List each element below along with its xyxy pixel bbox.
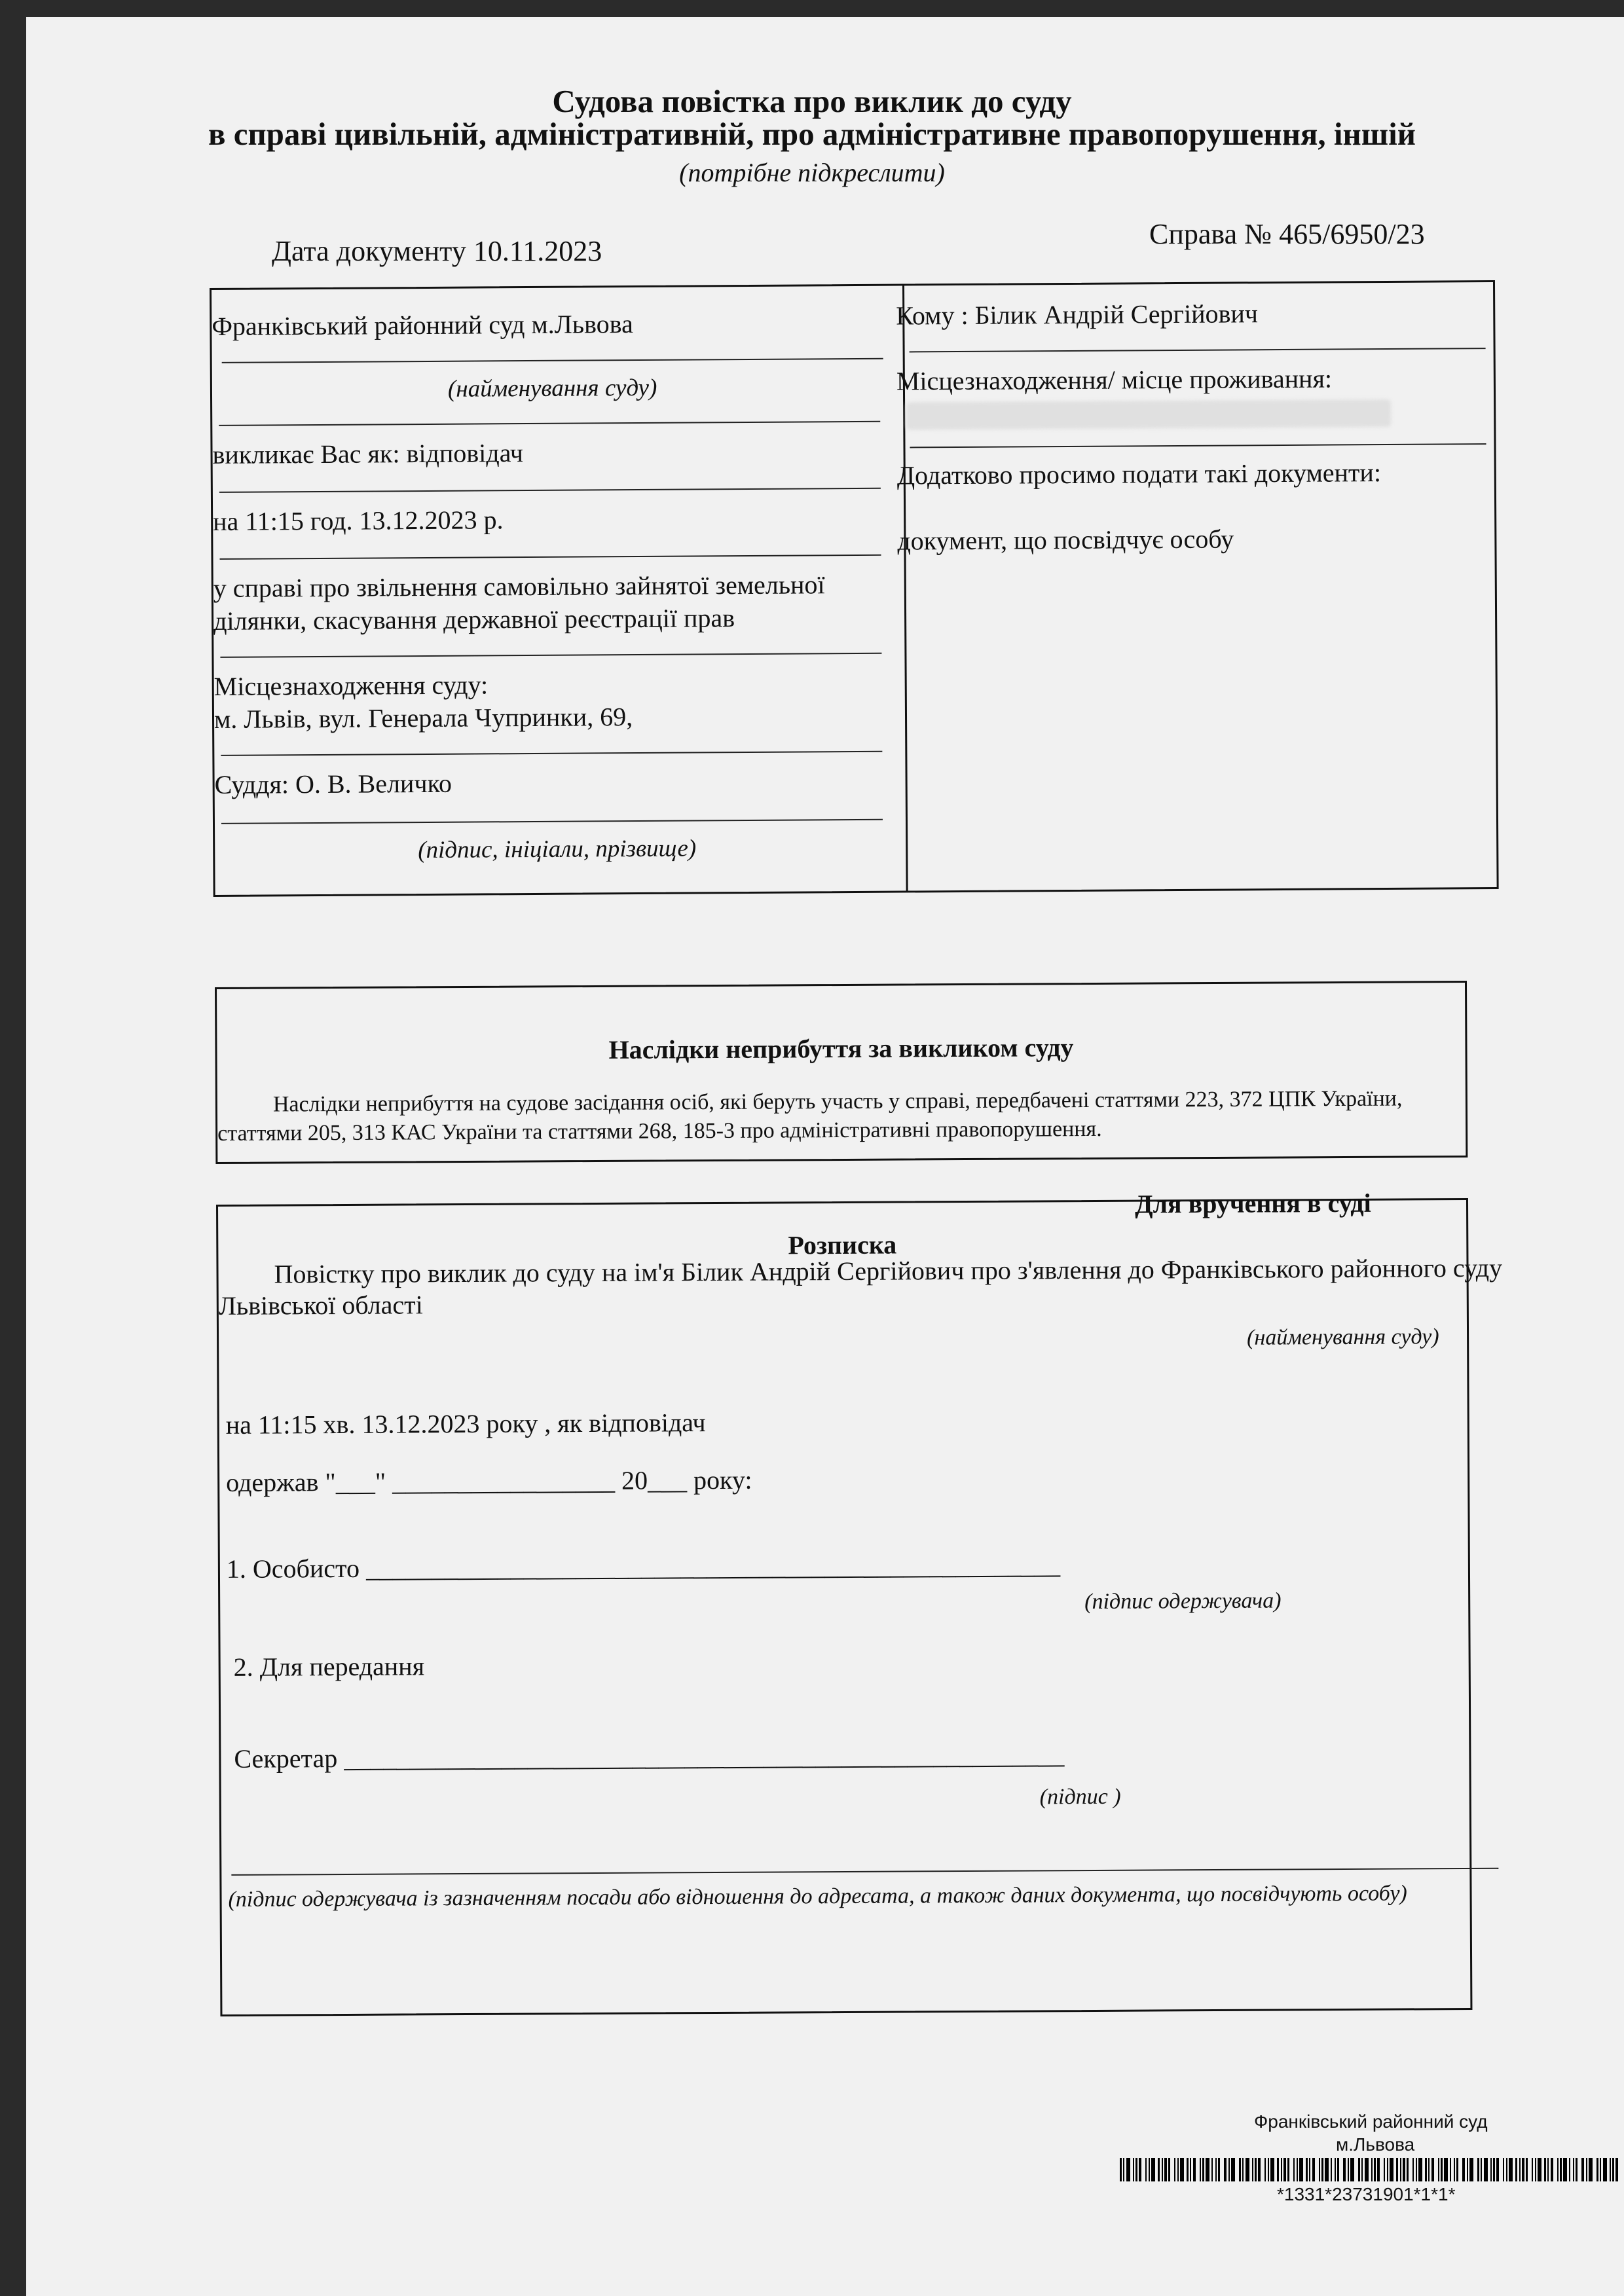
divider — [221, 819, 883, 824]
divider — [910, 348, 1486, 352]
case-subject-line2: ділянки, скасування державної реєстрації прав — [213, 603, 735, 636]
residence-label: Місцезнаходження/ місце проживання: — [896, 363, 1333, 396]
barcode-text: *1331*23731901*1*1* — [1277, 2184, 1456, 2204]
redacted-address — [906, 399, 1391, 430]
recipient: Кому : Білик Андрій Сергійович — [896, 299, 1259, 331]
receipt-text-line1: Повістку про виклик до суду на ім'я Білик Андрій Сергійович про з'явлення до Франківського районного суду — [274, 1252, 1503, 1289]
receipt-time: на 11:15 хв. 13.12.2023 року , як відповідач — [225, 1408, 706, 1440]
divider — [231, 1868, 1498, 1876]
personally-signature-line: 1. Особисто _____________________________________________________ — [226, 1550, 1061, 1584]
footer-court-city: м.Львова — [1336, 2134, 1415, 2155]
underline-note: (потрібне підкреслити) — [679, 158, 945, 187]
consequences-text-line1: Наслідки неприбуття на судове засідання осіб, які беруть участь у справі, передбачені статтями 223, 372 ЦПК України, — [272, 1086, 1403, 1117]
document-subtitle: в справі цивільній, адміністративній, про адміністративне правопорушення, іншій — [208, 116, 1416, 152]
court-name: Франківський районний суд м.Львова — [212, 309, 633, 341]
received-date-line: одержав "___" _________________ 20___ року: — [226, 1465, 752, 1497]
document-date: Дата документу 10.11.2023 — [272, 235, 602, 267]
divider — [910, 443, 1486, 448]
document-title: Судова повістка про виклик до суду — [552, 83, 1072, 119]
court-address: м. Львів, вул. Генерала Чупринки, 69, — [213, 702, 633, 734]
divider — [222, 358, 883, 363]
signature-caption: (підпис, ініціали, прізвище) — [418, 835, 697, 864]
divider — [219, 488, 881, 493]
divider — [221, 751, 882, 756]
receipt-box — [216, 1188, 1503, 2016]
consequences-heading: Наслідки неприбуття за викликом суду — [608, 1032, 1074, 1065]
divider — [220, 555, 881, 560]
extra-docs-value: документ, що посвідчує особу — [897, 524, 1234, 556]
divider — [219, 421, 880, 426]
consequences-box — [215, 981, 1467, 1164]
recipient-details-caption: (підпис одержувача із зазначенням посади або відношення до адресата, а також даних документа, що посвідчують особу) — [228, 1881, 1407, 1912]
receipt-text-line2: Львівської області — [218, 1290, 423, 1321]
extra-docs-label: Додатково просимо подати такі документи: — [896, 458, 1382, 490]
judge-name: Суддя: О. В. Величко — [214, 768, 452, 799]
receipt-heading: Розписка — [788, 1230, 897, 1260]
court-name-caption: (найменування суду) — [447, 374, 657, 403]
recipient-signature-caption: (підпис одержувача) — [1084, 1588, 1282, 1614]
hearing-time: на 11:15 год. 13.12.2023 р. — [213, 505, 504, 536]
for-transfer: 2. Для передання — [233, 1651, 425, 1682]
case-number: Справа № 465/6950/23 — [1149, 218, 1425, 250]
for-court-delivery: Для вручення в суді — [1134, 1188, 1371, 1219]
summons-info-panel — [210, 280, 1499, 897]
case-subject-line1: у справі про звільнення самовільно зайнятої земельної — [213, 570, 825, 603]
court-name-caption: (найменування суду) — [1246, 1324, 1439, 1350]
divider — [220, 653, 881, 658]
court-location-label: Місцезнаходження суду: — [213, 670, 489, 701]
summons-role: викликає Вас як: відповідач — [212, 438, 524, 469]
consequences-text-line2: статтями 205, 313 КАС України та статтями 268, 185-3 про адміністративні правопорушення. — [217, 1116, 1102, 1146]
secretary-signature-line: Секретар _______________________________________________________ — [234, 1740, 1065, 1774]
barcode — [1120, 2158, 1622, 2181]
signature-caption: (підпис ) — [1039, 1784, 1121, 1810]
footer-court-name: Франківський районний суд — [1254, 2111, 1488, 2132]
